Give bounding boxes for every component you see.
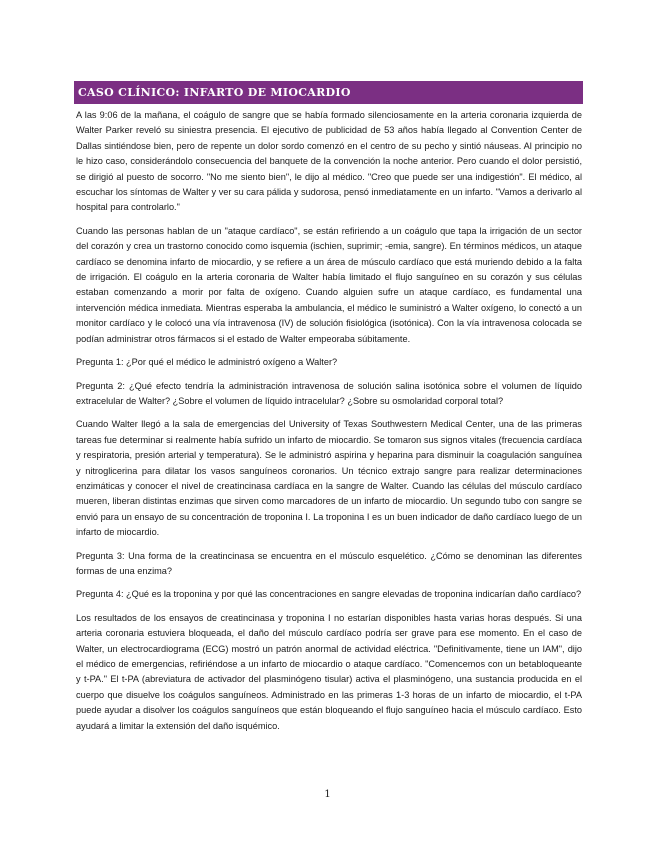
question-3: Pregunta 3: Una forma de la creatincinasa se encuentra en el músculo esquelético. ¿Cómo se denominan las diferentes formas de una enzima? [76, 550, 582, 576]
body-text [76, 108, 582, 742]
paragraph-resultados: Los resultados de los ensayos de creatincinasa y troponina I no estarían disponibles hasta varias horas después. Si una arteria coronaria estuviera bloqueada, el daño del músculo cardíaco podría ser grave para ese momento. En el caso de Walter, un electrocardiograma (ECG) mostró un patrón anormal de actividad eléctrica. "Definitivamente, tiene un IAM", dijo el médico de emergencias, refiriéndose a un infarto de miocardio o ataque cardíaco. "Comencemos con un betabloqueante y t-PA." El t-PA (abreviatura de activador del plasminógeno tisular) activa el plasminógeno, una sustancia producida en el cuerpo que disuelve los coágulos sanguíneos. Administrado en las primeras 1-3 horas de un infarto de miocardio, el t-PA puede ayudar a disolver los coágulos sanguíneos que están bloqueando el flujo sanguíneo hacia el músculo cardíaco. Esto ayudará a limitar la extensión del daño isquémico. [76, 612, 582, 731]
section-title: CASO CLÍNICO: INFARTO DE MIOCARDIO [74, 81, 583, 104]
paragraph-infarto: Cuando las personas hablan de un "ataque cardíaco", se están refiriendo a un coágulo que tapa la irrigación de un sector del corazón y crea un trastorno conocido como isquemia (ischien, suprimir; -emia, sangre). En términos médicos, un ataque cardíaco se denomina infarto de miocardio, y se refiere a un área de músculo cardíaco que está muriendo debido a la falta de irrigación. El coágulo en la arteria coronaria de Walter había limitado el flujo sanguíneo en su corazón y sus células estaban comenzando a morir por falta de oxígeno. Cuando alguien sufre un ataque cardíaco, es fundamental una intervención médica inmediata. Mientras esperaba la ambulancia, el médico le suministró a Walter oxígeno, lo conectó a un monitor cardíaco y le colocó una vía intravenosa (IV) de solución fisiológica (isotónica). Con la vía intravenosa colocada se podían administrar otros fármacos si el estado de Walter empeoraba súbitamente. [76, 225, 582, 344]
page-number: 1 [324, 789, 331, 800]
question-1: Pregunta 1: ¿Por qué el médico le administró oxígeno a Walter? [76, 357, 338, 368]
question-2: Pregunta 2: ¿Qué efecto tendría la administración intravenosa de solución salina isotónica sobre el volumen de líquido extracelular de Walter? ¿Sobre el volumen de líquido intracelular? ¿Sobre su osmolaridad corporal total? [76, 380, 582, 406]
paragraph-emergencias: Cuando Walter llegó a la sala de emergencias del University of Texas Southwestern Medical Center, una de las primeras tareas fue determinar si realmente había sufrido un infarto de miocardio. Se tomaron sus signos vitales (frecuencia cardíaca y respiratoria, presión arterial y temperatura). Se le administró aspirina y heparina para disminuir la coagulación sanguínea y nitroglicerina para dilatar los vasos sanguíneos coronarios. Un técnico extrajo sangre para realizar determinaciones enzimáticas y conocer el nivel de creatincinasa cardíaca en la sangre de Walter. Cuando las células del músculo cardíaco mueren, liberan distintas enzimas que sirven como marcadores de un infarto de miocardio. Un segundo tubo con sangre se envió para un ensayo de su concentración de troponina I. La troponina I es un buen indicador de daño cardíaco luego de un infarto de miocardio. [76, 419, 582, 538]
question-4: Pregunta 4: ¿Qué es la troponina y por qué las concentraciones en sangre elevadas de troponina indicarían daño cardíaco? [76, 589, 582, 600]
paragraph-intro: A las 9:06 de la mañana, el coágulo de sangre que se había formado silenciosamente en la arteria coronaria izquierda de Walter Parker reveló su siniestra presencia. El ejecutivo de publicidad de 53 años había llegado al Convention Center de Dallas sintiéndose bien, pero de repente un dolor sordo comenzó en el centro de su pecho y sintió náuseas. Al principio no le hizo caso, considerándolo consecuencia del banquete de la convención la noche anterior. Pero cuando el dolor persistió, se dirigió al puesto de socorro. "No me siento bien", le dijo al médico. "Creo que puede ser una indigestión". El médico, al escuchar los síntomas de Walter y ver su cara pálida y sudorosa, pensó inmediatamente en un infarto. "Vamos a derivarlo al hospital para controlarlo." [76, 110, 582, 213]
